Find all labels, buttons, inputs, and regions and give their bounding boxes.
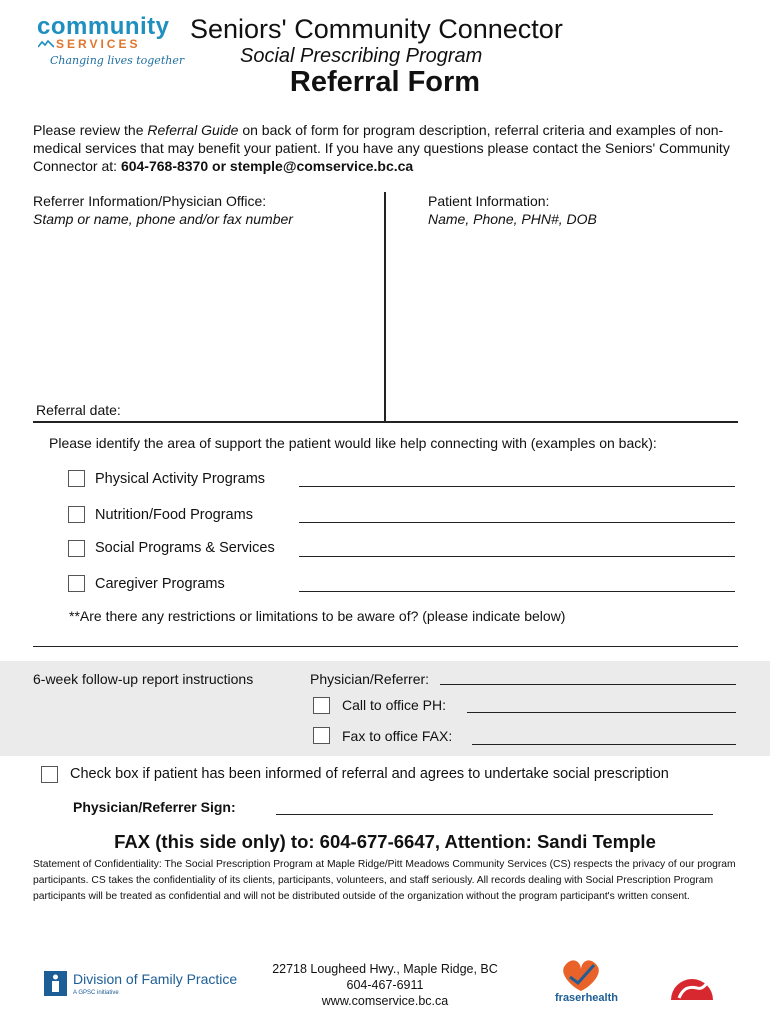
caregiver-programs-line[interactable] xyxy=(299,591,735,592)
caregiver-programs-label: Caregiver Programs xyxy=(95,576,225,592)
referrer-info-label: Referrer Information/Physician Office: xyxy=(33,193,267,209)
patient-info-field[interactable] xyxy=(428,230,728,415)
community-services-logo-wordmark: community xyxy=(37,13,170,40)
confidentiality-statement: Statement of Confidentiality: The Social Prescription Program at Maple Ridge/Pitt Meadows Community Services (CS) respects the privacy of our program participants. CS takes the confidentiality of its clients, participants, volunteers, and staff seriously. All records dealing with Social Prescription Program participants will be treated as confidential and will not be distributed outside of the organization without the program participant's written consent. xyxy=(33,859,736,902)
logo-tagline: Changing lives together xyxy=(50,54,185,67)
division-family-practice-sub: A GPSC initiative xyxy=(73,990,119,996)
intro-paragraph xyxy=(33,121,733,175)
patient-info-label: Patient Information: xyxy=(428,193,550,209)
intro-part1: Please review the xyxy=(33,122,148,138)
physician-referrer-line[interactable] xyxy=(440,684,736,685)
footer-website[interactable]: www.comservice.bc.ca xyxy=(321,994,449,1008)
call-office-phone-line[interactable] xyxy=(467,712,736,713)
division-family-practice-logo: Division of Family Practice xyxy=(73,971,238,987)
nutrition-food-line[interactable] xyxy=(299,522,735,523)
footer-phone: 604-467-6911 xyxy=(346,978,424,992)
call-office-checkbox[interactable] xyxy=(313,697,330,714)
patient-info-hint: Name, Phone, PHN#, DOB xyxy=(428,211,597,227)
contact-info: 604-768-8370 or stemple@comservice.bc.ca xyxy=(120,158,414,174)
fax-office-label: Fax to office FAX: xyxy=(342,728,453,744)
consent-label: Check box if patient has been informed of referral and agrees to undertake social prescription xyxy=(70,766,669,782)
restrictions-question: **Are there any restrictions or limitations to be aware of? (please indicate below) xyxy=(69,608,566,624)
footer-address: 22718 Lougheed Hwy., Maple Ridge, BC xyxy=(272,962,498,976)
page-subtitle: Social Prescribing Program xyxy=(240,45,483,67)
column-divider xyxy=(384,192,386,421)
community-services-logo-services: SERVICES xyxy=(56,37,141,51)
social-programs-label: Social Programs & Services xyxy=(95,540,275,556)
call-office-label: Call to office PH: xyxy=(342,697,447,713)
fax-office-fax-line[interactable] xyxy=(472,744,736,745)
social-programs-line[interactable] xyxy=(299,556,735,557)
caregiver-programs-checkbox[interactable] xyxy=(68,575,85,592)
consent-checkbox[interactable] xyxy=(41,766,58,783)
restrictions-line[interactable] xyxy=(33,646,738,647)
followup-label: 6-week follow-up report instructions xyxy=(33,671,254,687)
physical-activity-label: Physical Activity Programs xyxy=(95,471,266,487)
division-family-practice-icon xyxy=(44,971,67,996)
mountain-icon xyxy=(38,40,54,48)
fraser-health-icon xyxy=(560,957,602,993)
signature-line[interactable] xyxy=(276,814,713,815)
form-title: Referral Form xyxy=(289,66,481,98)
nutrition-food-label: Nutrition/Food Programs xyxy=(95,507,253,523)
signature-label: Physician/Referrer Sign: xyxy=(73,799,236,815)
page-title: Seniors' Community Connector xyxy=(190,14,563,44)
physician-referrer-label: Physician/Referrer: xyxy=(310,671,430,687)
referral-date-field[interactable] xyxy=(135,400,375,418)
physical-activity-checkbox[interactable] xyxy=(68,470,85,487)
referral-date-label: Referral date: xyxy=(36,402,121,418)
fraser-health-logo: fraserhealth xyxy=(555,992,618,1004)
fax-instructions: FAX (this side only) to: 604-677-6647, Attention: Sandi Temple xyxy=(114,831,656,852)
nutrition-food-checkbox[interactable] xyxy=(68,506,85,523)
referrer-info-field[interactable] xyxy=(33,230,373,400)
section-divider xyxy=(33,421,738,423)
referral-guide-ref: Referral Guide xyxy=(147,122,239,138)
support-question: Please identify the area of support the patient would like help connecting with (examples on back): xyxy=(49,435,657,451)
intro-part2: on back of form for program description, referral criteria and examples of non-medical services that may benefit your patient. If you have any questions please contact the Seniors' Community Connector at: xyxy=(33,122,730,174)
social-programs-checkbox[interactable] xyxy=(68,540,85,557)
referrer-info-hint: Stamp or name, phone and/or fax number xyxy=(33,211,293,227)
fax-office-checkbox[interactable] xyxy=(313,727,330,744)
united-way-icon xyxy=(667,960,717,1004)
physical-activity-line[interactable] xyxy=(299,486,735,487)
